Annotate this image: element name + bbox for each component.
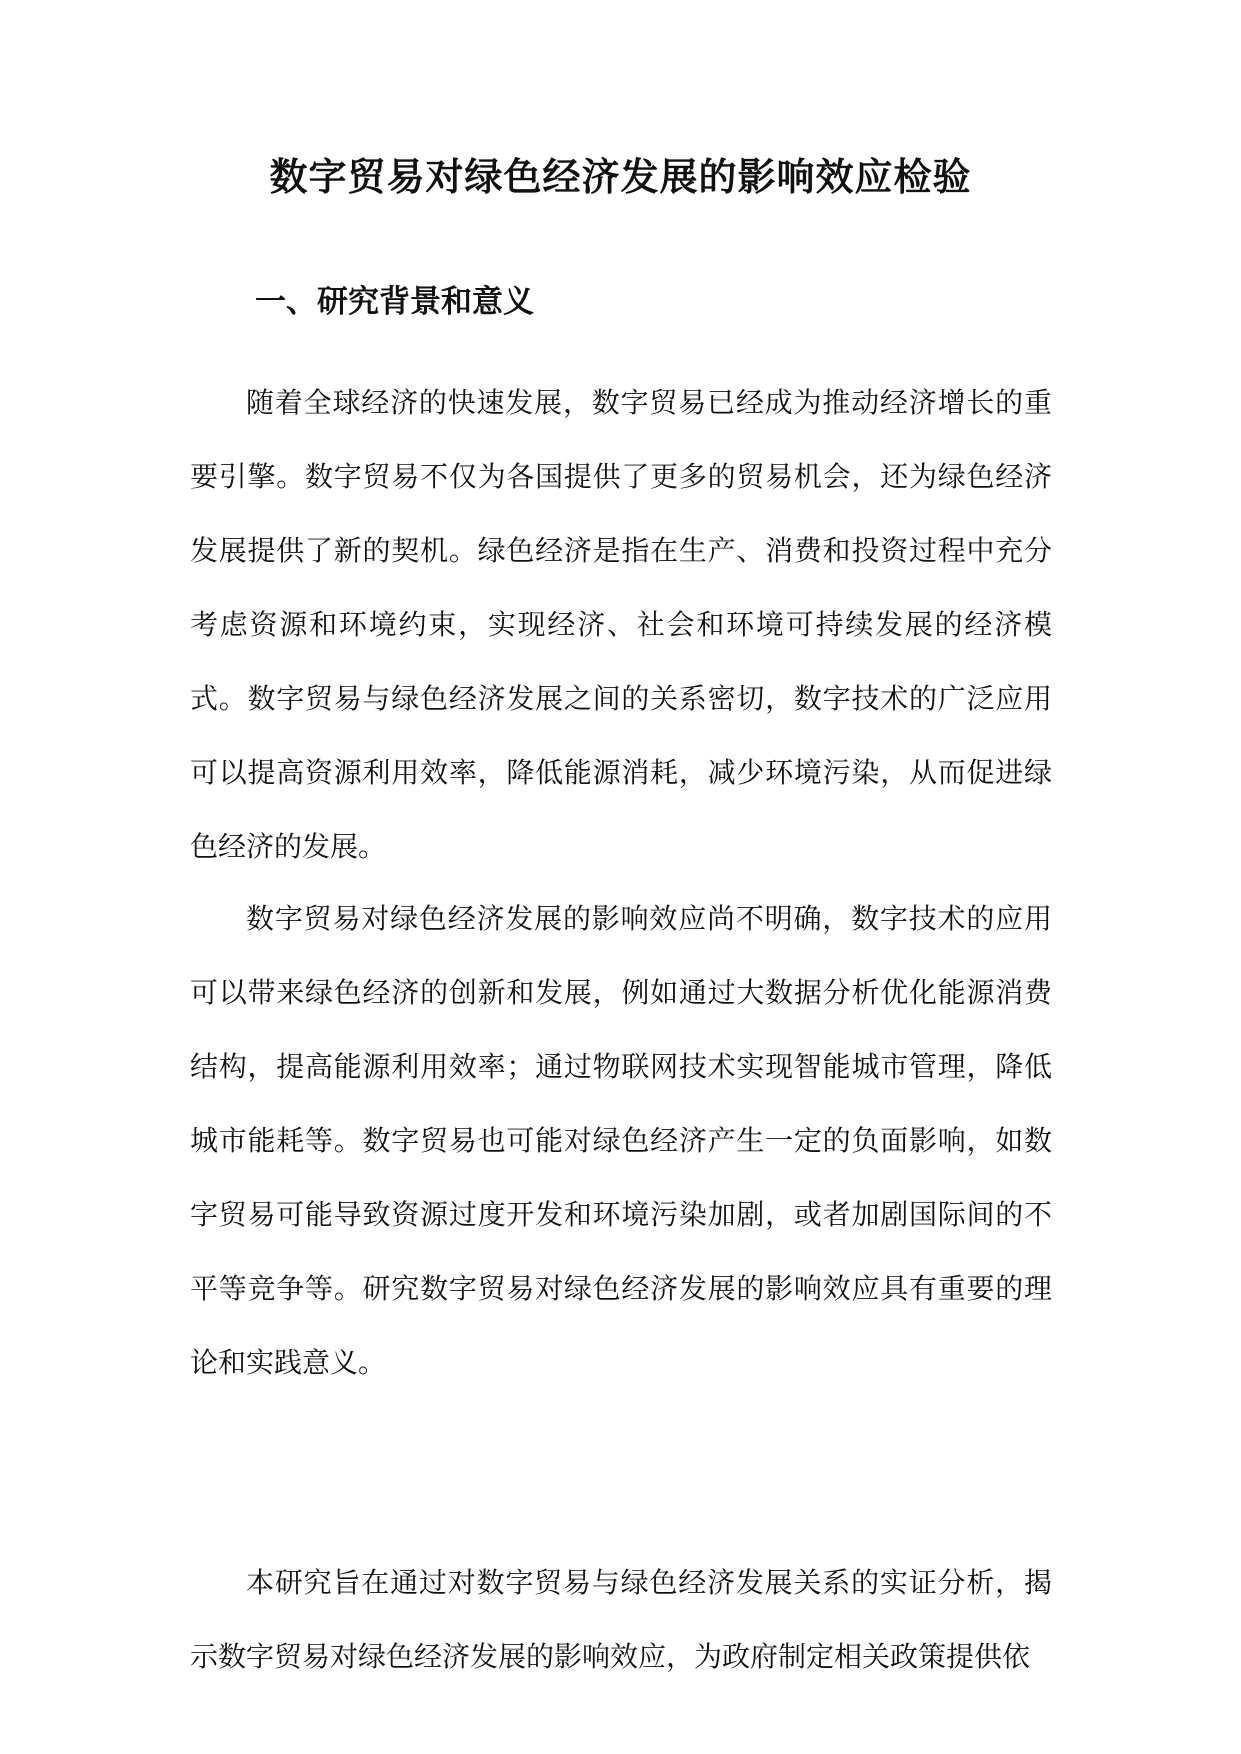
- section-heading: 一、研究背景和意义: [255, 284, 534, 320]
- paragraph-1: 随着全球经济的快速发展，数字贸易已经成为推动经济增长的重要引擎。数字贸易不仅为各国提供了更多的贸易机会，还为绿色经济发展提供了新的契机。绿色经济是指在生产、消费和投资过程中充分考虑资源和环境约束，实现经济、社会和环境可持续发展的经济模式。数字贸易与绿色经济发展之间的关系密切，数字技术的广泛应用可以提高资源利用效率，降低能源消耗，减少环境污染，从而促进绿色经济的发展。: [190, 386, 1052, 863]
- paragraph-2: 数字贸易对绿色经济发展的影响效应尚不明确，数字技术的应用可以带来绿色经济的创新和发展，例如通过大数据分析优化能源消费结构，提高能源利用效率；通过物联网技术实现智能城市管理，降低城市能耗等。数字贸易也可能对绿色经济产生一定的负面影响，如数字贸易可能导致资源过度开发和环境污染加剧，或者加剧国际间的不平等竞争等。研究数字贸易对绿色经济发展的影响效应具有重要的理论和实践意义。: [190, 902, 1052, 1379]
- paragraph-3: 本研究旨在通过对数字贸易与绿色经济发展关系的实证分析，揭示数字贸易对绿色经济发展的影响效应，为政府制定相关政策提供依: [190, 1566, 1052, 1673]
- document-title: 数字贸易对绿色经济发展的影响效应检验: [269, 154, 972, 199]
